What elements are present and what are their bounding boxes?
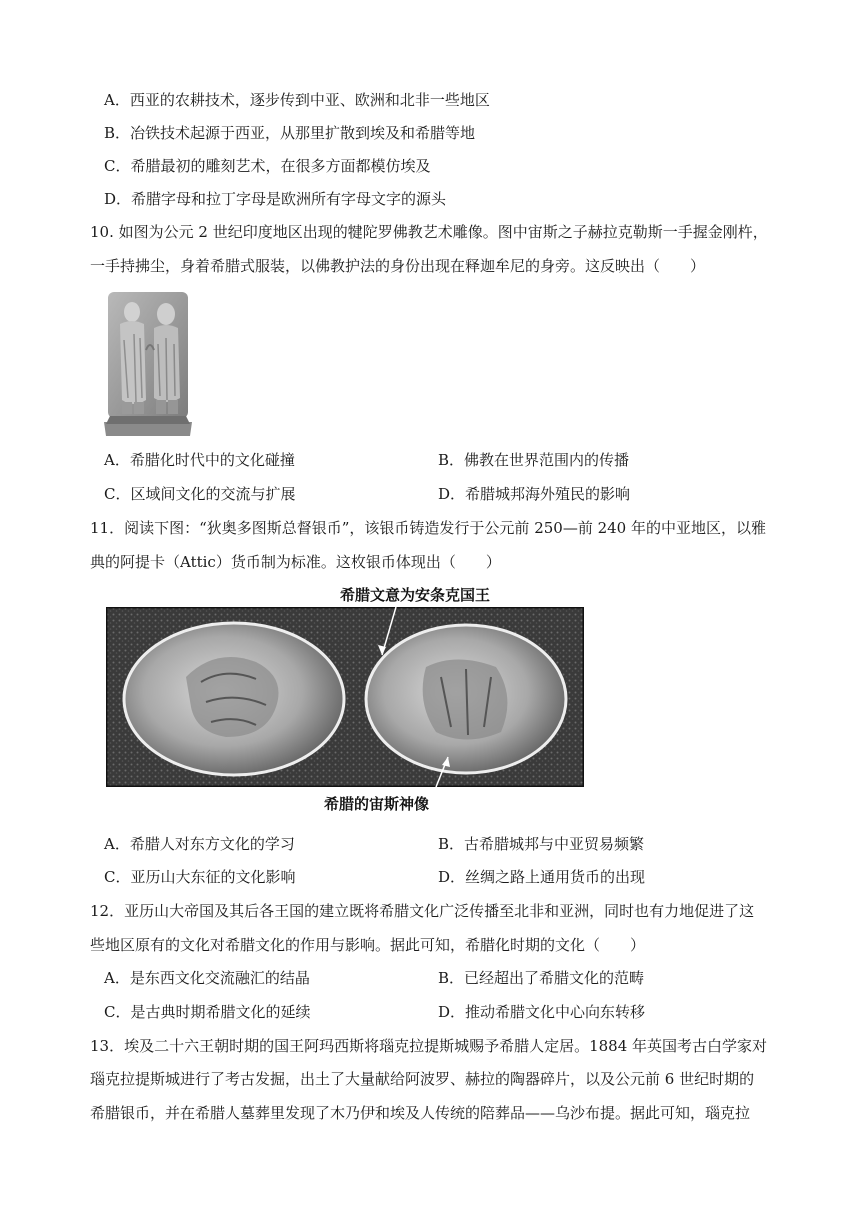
gandhara-statue-image — [104, 290, 192, 438]
q12-stem-line-2: 些地区原有的文化对希腊文化的作用与影响。据此可知，希腊化时期的文化（ ） — [90, 936, 646, 954]
q10-option-b: B．佛教在世界范围内的传播 — [438, 451, 630, 469]
q9-option-c: C．希腊最初的雕刻艺术，在很多方面都模仿埃及 — [104, 157, 431, 175]
q9-option-d: D．希腊字母和拉丁字母是欧洲所有字母文字的源头 — [104, 190, 447, 208]
q10-option-a: A．希腊化时代中的文化碰撞 — [104, 451, 295, 469]
q11-option-c: C．亚历山大东征的文化影响 — [104, 868, 296, 886]
q10-stem-line-2: 一手持拂尘，身着希腊式服装，以佛教护法的身份出现在释迦牟尼的身旁。这反映出（ ） — [90, 257, 706, 275]
q11-option-d: D．丝绸之路上通用货币的出现 — [438, 868, 646, 886]
q12-option-b: B．已经超出了希腊文化的范畴 — [438, 969, 645, 987]
q10-option-d: D．希腊城邦海外殖民的影响 — [438, 485, 631, 503]
q9-option-a: A．西亚的农耕技术，逐步传到中亚、欧洲和北非一些地区 — [104, 91, 490, 109]
q13-stem-line-1: 13．埃及二十六王朝时期的国王阿玛西斯将瑙克拉提斯城赐予希腊人定居。1884 年英国考古白学家对 — [90, 1037, 768, 1055]
q12-option-c: C．是古典时期希腊文化的延续 — [104, 1003, 311, 1021]
silver-coin-image — [106, 607, 584, 787]
q11-option-b: B．古希腊城邦与中亚贸易频繁 — [438, 835, 645, 853]
coin-top-label: 希腊文意为安条克国王 — [340, 586, 491, 604]
q10-option-c: C．区域间文化的交流与扩展 — [104, 485, 296, 503]
q11-stem-line-1: 11．阅读下图：“狄奥多图斯总督银币”，该银币铸造发行于公元前 250—前 240 年的中亚地区，以雅 — [90, 519, 766, 537]
q12-stem-line-1: 12．亚历山大帝国及其后各王国的建立既将希腊文化广泛传播至北非和亚洲，同时也有力地促进了这 — [90, 902, 755, 920]
q11-stem-line-2: 典的阿提卡（Attic）货币制为标准。这枚银币体现出（ ） — [90, 553, 501, 571]
q9-option-b: B．冶铁技术起源于西亚，从那里扩散到埃及和希腊等地 — [104, 124, 476, 142]
coin-bottom-label: 希腊的宙斯神像 — [324, 795, 430, 813]
q13-stem-line-2: 瑙克拉提斯城进行了考古发掘，出土了大量献给阿波罗、赫拉的陶器碎片，以及公元前 6 世纪时期的 — [90, 1070, 755, 1088]
q10-stem-line-1: 10. 如图为公元 2 世纪印度地区出现的犍陀罗佛教艺术雕像。图中宙斯之子赫拉克勒斯一手握金刚杵， — [90, 223, 768, 241]
q13-stem-line-3: 希腊银币，并在希腊人墓葬里发现了木乃伊和埃及人传统的陪葬品——乌沙布提。据此可知，瑙克拉 — [90, 1104, 751, 1122]
q12-option-a: A．是东西文化交流融汇的结晶 — [104, 969, 310, 987]
q12-option-d: D．推动希腊文化中心向东转移 — [438, 1003, 646, 1021]
q11-option-a: A．希腊人对东方文化的学习 — [104, 835, 295, 853]
